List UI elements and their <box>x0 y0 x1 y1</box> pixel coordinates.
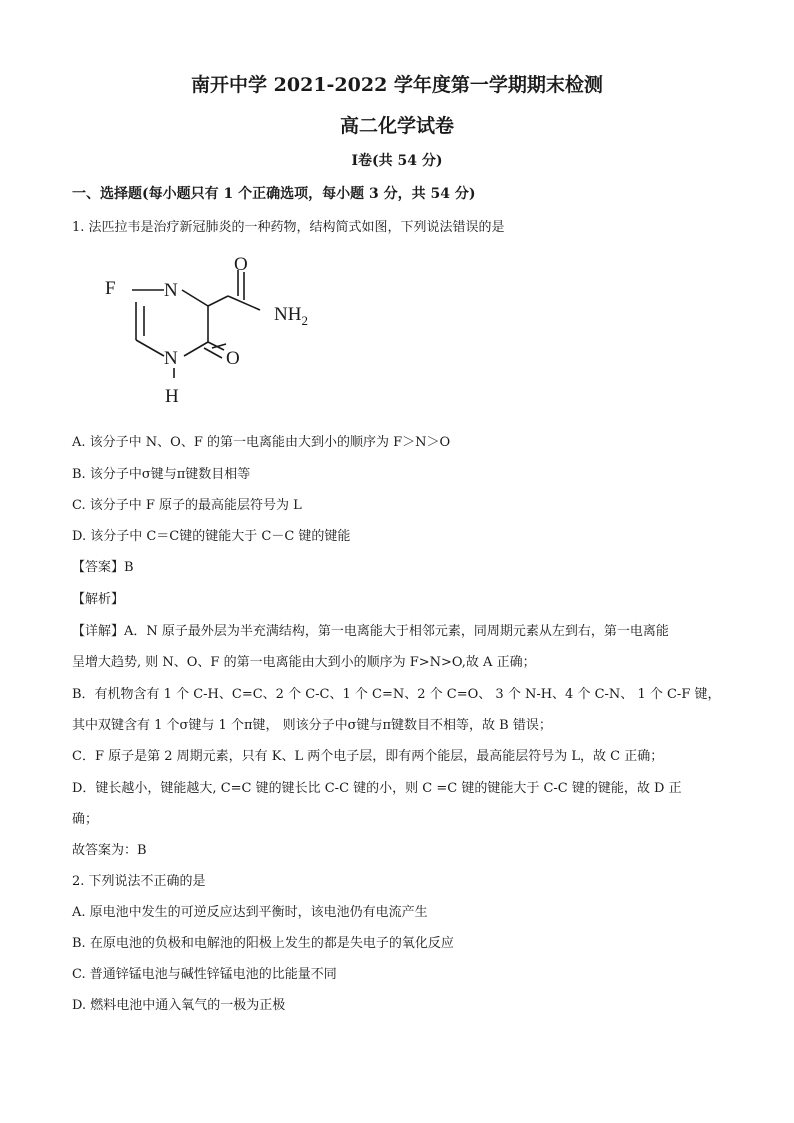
q1-option-d: D. 该分子中 C＝C键的键能大于 C－C 键的键能 <box>72 529 351 544</box>
favipiravir-structure <box>100 250 340 410</box>
detail-tag: 【详解】 <box>72 624 125 639</box>
q2-option-b: B. 在原电池的负极和电解池的阳极上发生的都是失电子的氧化反应 <box>72 936 454 951</box>
q2-option-c: C. 普通锌锰电池与碱性锌锰电池的比能量不同 <box>72 967 337 982</box>
school-title: 南开中学 2021-2022 学年度第一学期期末检测 <box>191 74 603 96</box>
q2-stem: 2. 下列说法不正确的是 <box>72 874 206 889</box>
q2-option-a: A. 原电池中发生的可逆反应达到平衡时，该电池仍有电流产生 <box>72 905 428 920</box>
analysis-tag: 【解析】 <box>72 592 125 607</box>
q1-option-c: C. 该分子中 F 原子的最高能层符号为 L <box>72 498 302 513</box>
section-heading: 一、选择题(每小题只有 1 个正确选项，每小题 3 分，共 54 分) <box>72 186 476 202</box>
q1-option-a: A. 该分子中 N、O、F 的第一电离能由大到小的顺序为 F＞N＞O <box>72 435 451 450</box>
detail-line-2: 呈增大趋势, 则 N、O、F 的第一电离能由大到小的顺序为 F>N>O,故 A 正确； <box>72 655 536 670</box>
atom-f: F <box>105 278 116 299</box>
q1-option-b: B. 该分子中σ键与π键数目相等 <box>72 467 251 482</box>
q1-conclusion: 故答案为：B <box>72 843 147 858</box>
detail-line-4: 其中双键含有 1 个σ键与 1 个π键， 则该分子中σ键与π键数目不相等，故 B 错误； <box>72 718 552 733</box>
detail-line-3: B．有机物含有 1 个 C-H、C=C、2 个 C-C、1 个 C=N、2 个 C=O、 3 个 N-H、4 个 C-N、 1 个 C-F 键， <box>72 687 721 702</box>
answer-tag: 【答案】 <box>72 560 125 575</box>
detail-line-5: C．F 原子是第 2 周期元素，只有 K、L 两个电子层，即有两个能层，最高能层符号为 L，故 C 正确； <box>72 749 664 764</box>
volume-label: Ⅰ卷(共 54 分) <box>351 153 443 169</box>
detail-line-1: 【详解】A．N 原子最外层为半充满结构，第一电离能大于相邻元素，同周期元素从左到右，第一电离能 <box>72 624 669 639</box>
atom-nh2: $NH_2$ <box>274 304 308 328</box>
atom-o-right: O <box>226 348 240 369</box>
atom-h: H <box>165 386 179 407</box>
detail-line-7: 确； <box>72 812 99 827</box>
subject-title: 高二化学试卷 <box>339 115 454 137</box>
q2-option-d: D. 燃料电池中通入氧气的一极为正极 <box>72 998 286 1013</box>
answer-value: B <box>124 560 134 575</box>
atom-n-top: N <box>164 280 178 301</box>
detail-line-6: D．键长越小，键能越大, C=C 键的键长比 C-C 键的小，则 C =C 键的键能大于 C-C 键的键能，故 D 正 <box>72 781 682 796</box>
q1-answer-line <box>72 556 134 575</box>
atom-o-top: O <box>234 254 248 275</box>
q1-stem: 1. 法匹拉韦是治疗新冠肺炎的一种药物，结构简式如图，下列说法错误的是 <box>72 220 505 235</box>
atom-n-bottom: N <box>164 348 178 369</box>
